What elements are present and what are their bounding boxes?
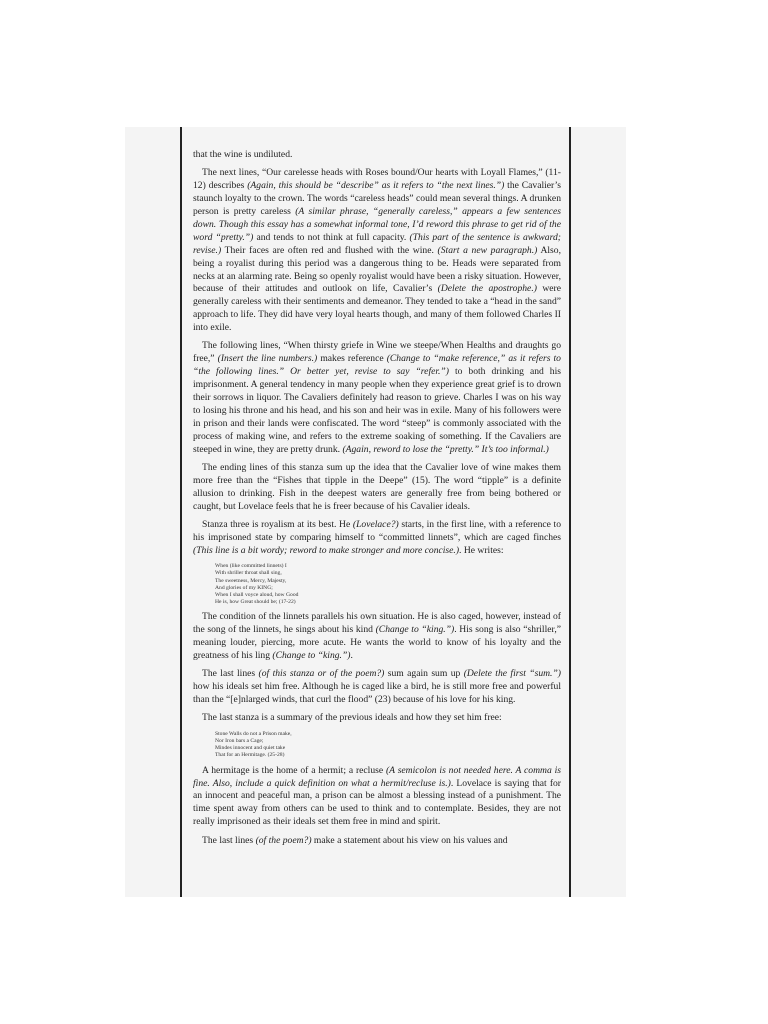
verse-line: When (like committed linnets) I bbox=[215, 563, 287, 570]
text-run: The ending lines of this stanza sum up the idea that the Cavalier love of wine makes them more free than the “Fishes that tipple in the Deepe” (15). The word “tipple” is a definite allusion to drinking. Fish in the deepest waters are generally free from being bothered or caught, but Lovelace feels that he is freer because of his Cavalier ideals. bbox=[193, 462, 561, 512]
editor-comment: (Delete the apostrophe.) bbox=[437, 283, 537, 295]
paragraph bbox=[193, 712, 561, 725]
text-run: the Cavalier’s staunch loyalty to the crown. The words “careless heads” could mean several things. A drunken person is pretty careless bbox=[193, 180, 562, 218]
verse-line: When I shall voyce aloud, how Good bbox=[215, 591, 299, 598]
editor-comment: (A similar phrase, “generally careless,” appears a few sentences down. Though this essay has a somewhat informal tone, I’d reword this phrase to get rid of the word “pretty.”) bbox=[193, 206, 561, 243]
paragraph bbox=[193, 519, 561, 558]
text-run: and tends to not think at full capacity. bbox=[253, 231, 410, 243]
block-quote-verse bbox=[215, 731, 561, 760]
text-run: Their faces are often red and flushed with the wine. bbox=[221, 244, 438, 256]
paragraph bbox=[193, 167, 561, 335]
editor-comment: (A semicolon is not needed here. A comma is fine. Also, include a quick definition on what a hermit/recluse is.) bbox=[193, 764, 561, 789]
paragraph bbox=[193, 765, 561, 830]
text-run: . His song is also “shriller,” meaning louder, piercing, more acute. He wants the world to know of his loyalty and the greatness of his ling bbox=[193, 624, 561, 662]
text-run: The condition of the linnets parallels his own situation. He is also caged, however, instead of the song of the linnets, he sings about his kind bbox=[193, 611, 561, 636]
text-run: . He writes: bbox=[459, 544, 504, 556]
editor-comment: (Start a new paragraph.) bbox=[437, 244, 538, 256]
text-run: A hermitage is the home of a hermit; a recluse bbox=[202, 764, 386, 776]
verse-line: He is, how Great should be; (17-22) bbox=[215, 599, 296, 606]
text-run: that the wine is undiluted. bbox=[193, 149, 293, 160]
editor-comment: (Delete the first “sum.”) bbox=[463, 668, 561, 680]
text-run: Stanza three is royalism at its best. He bbox=[202, 519, 353, 531]
editor-comment: (of the poem?) bbox=[255, 834, 312, 846]
paragraph bbox=[193, 462, 561, 514]
editor-comment: (of this stanza or of the poem?) bbox=[258, 668, 385, 680]
text-run: sum again sum up bbox=[384, 668, 464, 680]
text-run: . Lovelace is saying that for an innocent and peaceful man, a prison can be almost a blessing instead of a punishment. The time spent away from others can be used to think and to contemplate. Besides, they are not really imprisoned as their ideals set them free in mind and spirit. bbox=[193, 777, 561, 828]
text-run: to both drinking and his imprisonment. A general tendency in many people when they experience great grief is to drown their sorrows in liquor. The Cavaliers definitely had reason to grieve. Charles I was on his way to losing his throne and his head, and his son and heir was in exile. Many of his followers were in prison and their lands were confiscated. The word “steep” is commonly associated with the process of making wine, and refers to the extreme soaking of something. If the Cavaliers are steeped in wine, they are pretty drunk. bbox=[193, 366, 561, 455]
editor-comment: (Again, reword to lose the “pretty.” It’s too informal.) bbox=[342, 443, 549, 455]
right-margin-rule bbox=[569, 127, 571, 897]
verse-line: Mindes innocent and quiet take bbox=[215, 745, 286, 752]
verse-line: Nor Iron bars a Cage; bbox=[215, 737, 264, 744]
text-run: Also, being a royalist during this period was a dangerous thing to be. Heads were separated from necks at an alarming rate. Being so openly royalist would have been a risky situation. However, because of their attitudes and outlook on life, Cavalier’s bbox=[193, 244, 561, 295]
paragraph bbox=[193, 835, 561, 848]
block-quote-verse bbox=[215, 563, 561, 606]
editor-comment: (Change to “king.”) bbox=[272, 650, 351, 662]
verse-line: Stone Walls do not a Prison make, bbox=[215, 730, 292, 737]
editor-comment: (Change to “king.”) bbox=[375, 624, 455, 636]
editor-comment: (This part of the sentence is awkward; revise.) bbox=[193, 231, 561, 256]
paragraph bbox=[193, 340, 561, 456]
text-run: The last lines bbox=[202, 834, 256, 846]
text-run: The following lines, “When thirsty griefe in Wine we steepe/When Healths and draughts go free,” bbox=[193, 340, 561, 365]
text-run: how his ideals set him free. Although he is caged like a bird, he is still more free and powerful than the “[e]nlarged winds, that curl the flood” (23) because of his love for his king. bbox=[193, 681, 561, 706]
text-run: make a statement about his view on his values and bbox=[311, 834, 508, 846]
editor-comment: (Change to “make reference,” as it refers to “the following lines.” Or better yet, revise to say “refer.”) bbox=[193, 353, 561, 378]
text-run: starts, in the first line, with a reference to his imprisoned state by comparing himself to “committed linnets”, which are caged finches bbox=[193, 519, 561, 543]
text-run: . bbox=[350, 650, 353, 662]
verse-line: That for an Hermitage. (25-28) bbox=[215, 752, 285, 759]
editor-comment: (Insert the line numbers.) bbox=[217, 353, 318, 365]
editor-comment: (Again, this should be “describe” as it refers to “the next lines.”) bbox=[247, 180, 505, 192]
verse-line: The sweetness, Mercy, Majesty, bbox=[215, 577, 287, 584]
text-run: makes reference bbox=[317, 353, 387, 365]
left-margin-rule bbox=[180, 127, 182, 897]
paragraph bbox=[193, 668, 561, 707]
text-run: The last stanza is a summary of the previous ideals and how they set him free: bbox=[202, 712, 502, 724]
editor-comment: (This line is a bit wordy; reword to make stronger and more concise.) bbox=[193, 544, 460, 556]
verse-line: With shriller throat shall sing, bbox=[215, 570, 282, 577]
essay-body bbox=[193, 149, 561, 853]
verse-line: And glories of my KING; bbox=[215, 584, 273, 591]
text-run: The last lines bbox=[202, 668, 259, 680]
text-run: were generally careless with their sentiments and demeanor. They tended to take a “head in the sand” approach to life. They did have very loyal hearts though, and many of them followed Charles II into exile. bbox=[193, 283, 562, 334]
text-run: The next lines, “Our carelesse heads with Roses bound/Our hearts with Loyall Flames,” (11-12) describes bbox=[193, 167, 561, 192]
paragraph bbox=[193, 611, 561, 663]
editor-comment: (Lovelace?) bbox=[352, 519, 399, 531]
paragraph bbox=[193, 149, 561, 162]
